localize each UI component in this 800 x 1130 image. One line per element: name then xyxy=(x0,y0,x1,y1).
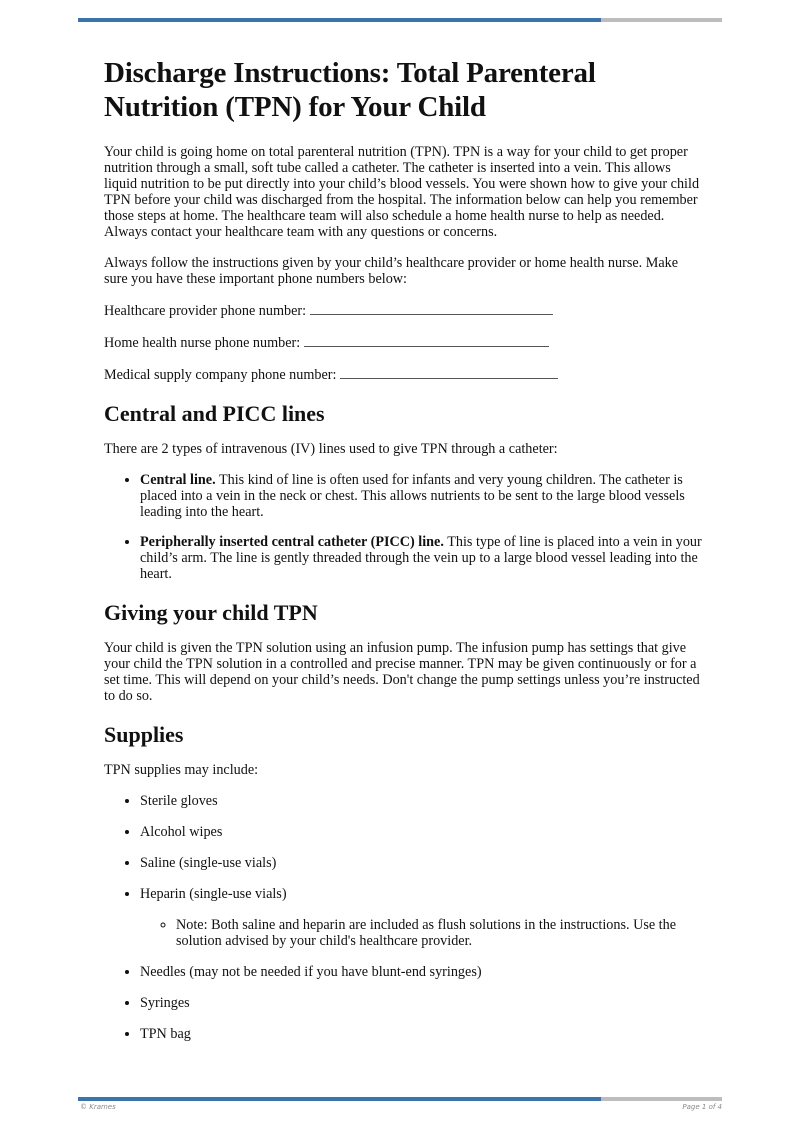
lines-intro: There are 2 types of intravenous (IV) lines used to give TPN through a catheter: xyxy=(104,441,558,457)
footer-bar-blue xyxy=(78,1097,601,1101)
list-item: • TPN bag xyxy=(140,1026,704,1042)
phone-field-provider xyxy=(104,302,704,319)
term-picc-line: Peripherally inserted central catheter (PICC) line. xyxy=(140,534,444,550)
section-heading-supplies: Supplies xyxy=(104,722,184,747)
phone-field-label: Healthcare provider phone number: xyxy=(104,303,307,319)
page-number: Page 1 of 4 xyxy=(682,1103,722,1111)
header-bar-blue xyxy=(78,18,601,22)
term-central-line: Central line. xyxy=(140,472,216,488)
list-item: • Alcohol wipes xyxy=(140,824,704,840)
section-heading-giving: Giving your child TPN xyxy=(104,600,318,625)
list-item xyxy=(140,534,704,582)
list-item: • Sterile gloves xyxy=(140,793,704,809)
list-item xyxy=(140,886,704,949)
page-title: Discharge Instructions: Total Parenteral Nutrition (TPN) for Your Child xyxy=(104,57,596,123)
header-accent-bar xyxy=(78,18,722,22)
list-item: • Syringes xyxy=(140,995,704,1011)
list-item-label: Heparin (single-use vials) xyxy=(140,886,287,902)
phone-field-nurse xyxy=(104,334,704,351)
lines-list xyxy=(104,472,704,582)
supply-phone-blank[interactable] xyxy=(340,366,558,379)
phone-field-label: Medical supply company phone number: xyxy=(104,367,337,383)
term-description: This kind of line is often used for infants and very young children. The catheter is placed into a vein in the neck or chest. This allows nutrients to be sent to the large blood vessels leading into the heart. xyxy=(140,472,685,520)
intro-paragraph: Your child is going home on total parenteral nutrition (TPN). TPN is a way for your child to get proper nutrition through a small, soft tube called a catheter. The catheter is inserted into a vein. This allows liquid nutrition to be put directly into your child’s blood vessels. You were shown how to give your child TPN before your child was discharged from the hospital. The information below can help you remember those steps at home. The healthcare team will also schedule a home health nurse to help as needed. Always contact your healthcare team with any questions or concerns. xyxy=(104,144,700,240)
list-item xyxy=(140,472,704,520)
nurse-phone-blank[interactable] xyxy=(304,334,549,347)
page-footer xyxy=(80,1103,722,1111)
list-item: • Saline (single-use vials) xyxy=(140,855,704,871)
heparin-note: ◦ Note: Both saline and heparin are included as flush solutions in the instructions. Use the solution advised by your child's healthcare provider. xyxy=(176,917,704,949)
document-body xyxy=(104,56,704,1057)
footer-accent-bar xyxy=(78,1097,722,1101)
provider-phone-blank[interactable] xyxy=(310,302,553,315)
heparin-sublist xyxy=(140,917,704,949)
list-item: • Needles (may not be needed if you have blunt-end syringes) xyxy=(140,964,704,980)
copyright-text: © Krames xyxy=(80,1103,116,1111)
term-description: This type of line is placed into a vein in your child’s arm. The line is gently threaded through the vein up to a large blood vessel leading into the heart. xyxy=(140,534,702,582)
phone-field-supply xyxy=(104,366,704,383)
footer-bar-grey xyxy=(601,1097,722,1101)
phone-field-label: Home health nurse phone number: xyxy=(104,335,301,351)
supplies-intro: TPN supplies may include: xyxy=(104,762,259,778)
supplies-list xyxy=(104,793,704,1042)
phone-instructions-paragraph: Always follow the instructions given by your child’s healthcare provider or home health nurse. Make sure you have these important phone numbers below: xyxy=(104,255,679,287)
giving-paragraph: Your child is given the TPN solution using an infusion pump. The infusion pump has settings that give your child the TPN solution in a controlled and precise manner. TPN may be given continuously or for a set time. This will depend on your child’s needs. Don't change the pump settings unless you’re instructed to do so. xyxy=(104,640,700,704)
section-heading-lines: Central and PICC lines xyxy=(104,401,325,426)
header-bar-grey xyxy=(601,18,722,22)
